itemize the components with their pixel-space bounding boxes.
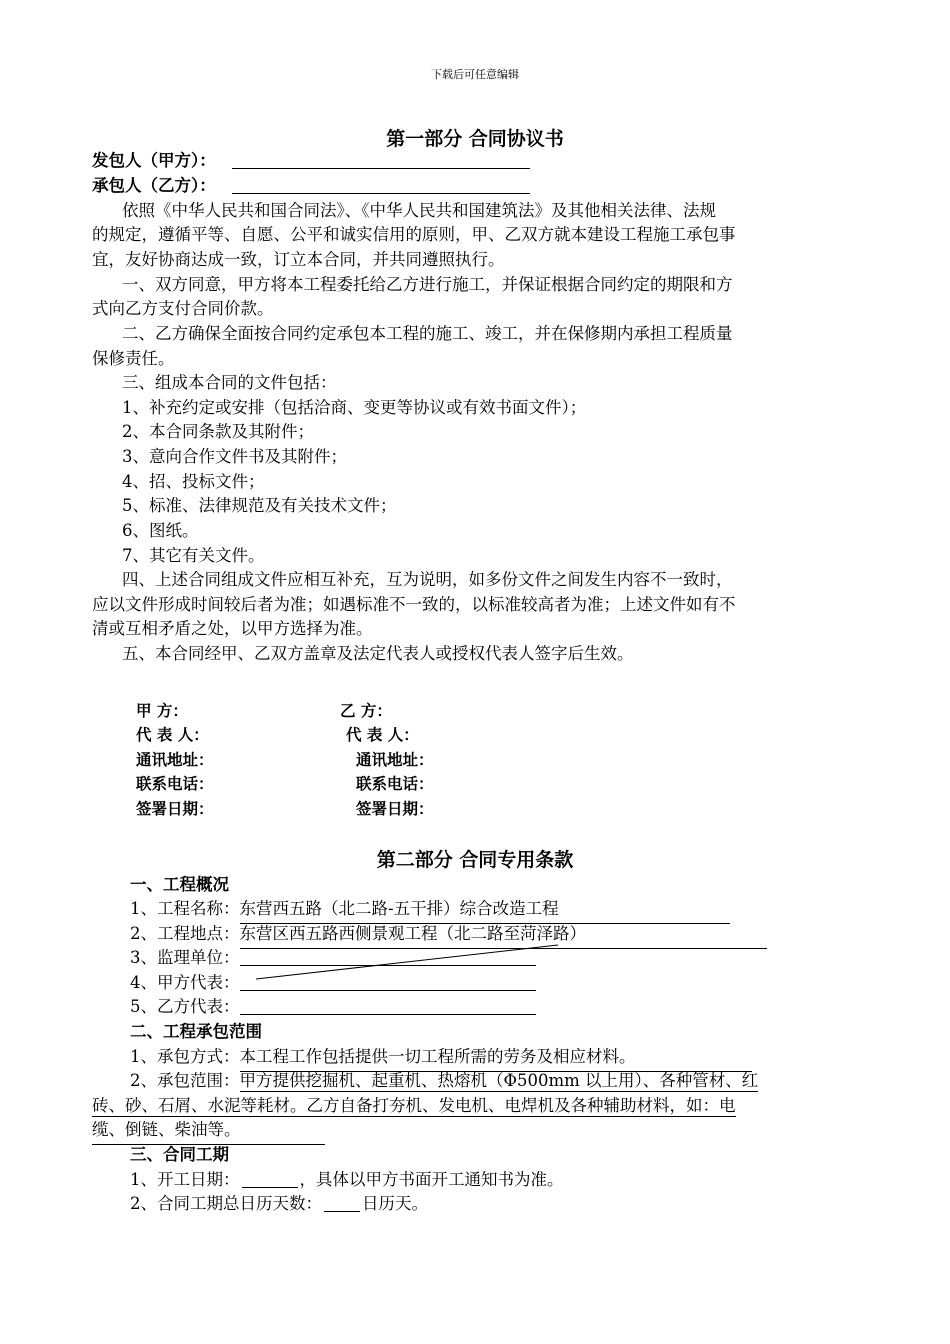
- rep-a-blank: [240, 972, 536, 991]
- clause-5: 五、本合同经甲、乙双方盖章及法定代表人或授权代表人签字后生效。: [122, 644, 634, 663]
- duration-blank: [324, 1193, 360, 1212]
- party-b-blank: [232, 175, 530, 194]
- party-b-label: 承包人（乙方）：: [92, 176, 216, 195]
- duration-unit: 日历天。: [362, 1194, 428, 1213]
- part1-title: 第一部分 合同协议书: [386, 128, 564, 150]
- party-a-line: [92, 149, 530, 174]
- contract-mode-value: 本工程工作包括提供一切工程所需的劳务及相应材料。: [240, 1045, 752, 1072]
- scope-value: 缆、倒链、柴油等。: [92, 1118, 325, 1145]
- rep-a-line: [130, 971, 536, 996]
- project-name-line: [130, 897, 730, 924]
- party-a-blank: [232, 150, 530, 169]
- start-date-label: 1、开工日期：: [130, 1170, 240, 1189]
- start-date-blank: [242, 1169, 298, 1188]
- section-3-heading: 三、合同工期: [130, 1145, 229, 1164]
- clause-4-line: 应以文件形成时间较后者为准；如遇标准不一致的，以标准较高者为准；上述文件如有不: [92, 595, 736, 614]
- start-date-line: [130, 1168, 564, 1193]
- part2-title: 第二部分 合同专用条款: [376, 849, 574, 871]
- document-item: 1、补充约定或安排（包括洽商、变更等协议或有效书面文件）；: [122, 398, 587, 417]
- party-a-label: 发包人（甲方）：: [92, 151, 216, 170]
- sig-b-party: 乙 方：: [340, 702, 392, 720]
- scope-line: [92, 1118, 325, 1145]
- intro-line: 的规定，遵循平等、自愿、公平和诚实信用的原则，甲、乙双方就本建设工程施工承包事: [92, 225, 736, 244]
- intro-line: 依照《中华人民共和国合同法》、《中华人民共和国建筑法》及其他相关法律、法规: [122, 201, 716, 220]
- party-b-line: [92, 174, 530, 199]
- document-item: 3、意向合作文件书及其附件；: [122, 447, 347, 466]
- scope-value: 甲方提供挖掘机、起重机、热熔机（Φ500mm 以上用）、各种管材、红: [239, 1071, 759, 1090]
- section-2-heading: 二、工程承包范围: [130, 1022, 262, 1041]
- scope-line: [92, 1094, 736, 1119]
- sig-a-rep: 代 表 人：: [136, 726, 209, 744]
- header-note: 下载后可任意编辑: [431, 68, 519, 81]
- project-site-value: 东营区西五路西侧景观工程（北二路至菏泽路）: [240, 922, 767, 949]
- clause-3: 三、组成本合同的文件包括：: [122, 373, 337, 392]
- clause-1-line: 一、双方同意，甲方将本工程委托给乙方进行施工，并保证根据合同约定的期限和方: [122, 275, 733, 294]
- scope-label: 2、承包范围：: [130, 1071, 240, 1090]
- document-item: 2、本合同条款及其附件；: [122, 422, 314, 441]
- clause-2-line: 二、乙方确保全面按合同约定承包本工程的施工、竣工，并在保修期内承担工程质量: [122, 324, 733, 343]
- project-site-label: 2、工程地点：: [130, 924, 240, 943]
- project-name-value: 东营西五路（北二路-五干排）综合改造工程: [240, 897, 730, 924]
- duration-line: [130, 1192, 428, 1217]
- document-item: 7、其它有关文件。: [122, 546, 265, 565]
- intro-line: 宜，友好协商达成一致，订立本合同，并共同遵照执行。: [92, 250, 505, 269]
- sig-b-phone: 联系电话：: [356, 775, 434, 793]
- duration-label: 2、合同工期总日历天数：: [130, 1194, 322, 1213]
- rep-a-label: 4、甲方代表：: [130, 973, 240, 992]
- document-item: 5、标准、法律规范及有关技术文件；: [122, 496, 397, 515]
- clause-1-line: 式向乙方支付合同价款。: [92, 299, 274, 318]
- sig-a-phone: 联系电话：: [136, 775, 214, 793]
- contract-mode-line: [130, 1045, 752, 1072]
- rep-b-label: 5、乙方代表：: [130, 997, 240, 1016]
- contract-mode-label: 1、承包方式：: [130, 1047, 240, 1066]
- scope-value: 砖、砂、石屑、水泥等耗材。乙方自备打夯机、发电机、电焊机及各种辅助材料，如：电: [92, 1096, 736, 1115]
- document-item: 4、招、投标文件；: [122, 472, 265, 491]
- start-date-note: ，具体以甲方书面开工通知书为准。: [299, 1170, 564, 1189]
- clause-4-line: 清或互相矛盾之处，以甲方选择为准。: [92, 619, 373, 638]
- section-1-heading: 一、工程概况: [130, 875, 229, 894]
- rep-b-line: [130, 995, 536, 1020]
- document-item: 6、图纸。: [122, 521, 199, 540]
- sig-b-date: 签署日期：: [356, 800, 434, 818]
- sig-a-address: 通讯地址：: [136, 751, 214, 769]
- clause-2-line: 保修责任。: [92, 349, 175, 368]
- rep-b-blank: [240, 996, 536, 1015]
- sig-b-rep: 代 表 人：: [346, 726, 419, 744]
- sig-a-party: 甲 方：: [136, 702, 188, 720]
- project-name-label: 1、工程名称：: [130, 899, 240, 918]
- sig-a-date: 签署日期：: [136, 800, 214, 818]
- clause-4-line: 四、上述合同组成文件应相互补充，互为说明，如多份文件之间发生内容不一致时，: [122, 570, 733, 589]
- scope-line: [130, 1069, 758, 1094]
- sig-b-address: 通讯地址：: [356, 751, 434, 769]
- supervisor-label: 3、监理单位：: [130, 948, 240, 967]
